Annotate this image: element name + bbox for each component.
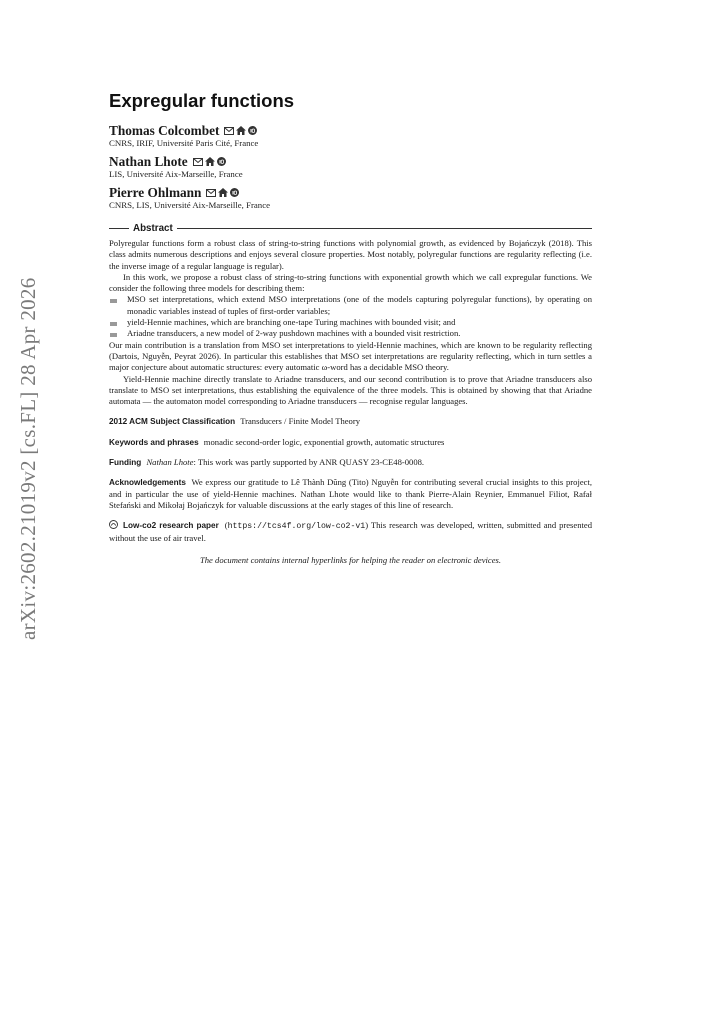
divider: [109, 228, 129, 229]
author-name: Nathan Lhote: [109, 154, 188, 169]
bullet-icon: [110, 322, 117, 326]
email-icon[interactable]: [206, 189, 216, 197]
home-icon[interactable]: [205, 157, 215, 166]
keywords: Keywords and phrases monadic second-order logic, exponential growth, automatic structures: [109, 436, 445, 447]
abstract-paragraph: Our main contribution is a translation from MSO set interpretations to yield-Hennie machines, which are known to be regularity reflecting (Dartois, Nguyễn, Peyrat 2026). In particular this establishes that MSO set interpretations are regularity reflecting, which in turn settles a major conjecture about automatic structures: every automatic ω-word has a decidable MSO theory.: [109, 339, 592, 373]
divider: [177, 228, 592, 229]
bullet-icon: [110, 299, 117, 303]
author-name: Thomas Colcombet: [109, 123, 220, 138]
paper-page: [109, 90, 592, 565]
author-block: [109, 154, 592, 180]
co2-icon: [109, 520, 118, 529]
arxiv-identifier: arXiv:2602.21019v2 [cs.FL] 28 Apr 2026: [16, 277, 40, 640]
orcid-icon[interactable]: [230, 188, 239, 197]
hyperlink-note: The document contains internal hyperlinks for helping the reader on electronic devices.: [199, 554, 502, 565]
list-item: MSO set interpretations, which extend MSO interpretations (one of the models capturing polyregular functions), by operating on monadic variables instead of tuples of first-order variables;: [109, 294, 592, 317]
author-name: Pierre Ohlmann: [109, 185, 202, 200]
orcid-icon[interactable]: [248, 126, 257, 135]
home-icon[interactable]: [218, 188, 228, 197]
abstract-paragraph: Yield-Hennie machine directly translate to Ariadne transducers, and our second contribution is to prove that Ariadne transducers also translate to MSO set interpretations, thus establishing the equivalence of the three models. This is obtained by showing that that Ariadne automata — the automaton model corresponding to Ariadne transducers — recognise regular languages.: [109, 373, 592, 407]
low-co2-link[interactable]: https://tcs4f.org/low-co2-v1: [227, 522, 366, 532]
author-affiliation: LIS, Université Aix-Marseille, France: [109, 169, 243, 179]
abstract-paragraph: In this work, we propose a robust class of string-to-string functions with exponential growth which we call expregular functions. We consider the following three models for describing them:: [109, 271, 592, 294]
bullet-icon: [110, 333, 117, 337]
author-affiliation: CNRS, IRIF, Université Paris Cité, France: [109, 138, 259, 148]
author-block: [109, 123, 592, 149]
funding: Funding Nathan Lhote: This work was partly supported by ANR QUASY 23-CE48-0008.: [109, 457, 425, 468]
list-item: yield-Hennie machines, which are branching one-tape Turing machines with bounded visit; and: [109, 317, 592, 328]
funding-name: Nathan Lhote: [146, 457, 194, 468]
low-co2-note: Low-co2 research paper (https://tcs4f.org/low-co2-v1) This research was developed, written, submitted and presented without the use of air travel.: [109, 520, 593, 543]
abstract-list: [109, 294, 592, 339]
email-icon[interactable]: [224, 127, 234, 135]
acknowledgements: Acknowledgements We express our gratitude to Lê Thành Dũng (Tito) Nguyễn for contributing several crucial insights to this project, and in particular the use of yield-Hennie machines. Nathan Lhote would like to thank Pierre-Alain Reynier, Emmanuel Filiot, Rafał Stefański and Mikołaj Bojańczyk for valuable discussions at the early stages of this line of research.: [109, 477, 592, 510]
author-affiliation: CNRS, LIS, Université Aix-Marseille, France: [109, 200, 271, 210]
list-item: Ariadne transducers, a new model of 2-way pushdown machines with a bounded visit restriction.: [109, 328, 592, 339]
acm-classification: 2012 ACM Subject Classification Transducers / Finite Model Theory: [109, 416, 361, 427]
abstract-heading: Abstract: [109, 223, 592, 234]
home-icon[interactable]: [236, 126, 246, 135]
author-block: [109, 185, 592, 211]
abstract-paragraph: Polyregular functions form a robust class of string-to-string functions with polynomial growth, as evidenced by Bojańczyk (2018). This class admits numerous descriptions and enjoys several closure properties. Most notably, polyregular functions are regularity reflecting (i.e. the inverse image of a regular language is regular).: [109, 238, 592, 271]
email-icon[interactable]: [193, 158, 203, 166]
paper-title: Expregular functions: [109, 90, 295, 111]
orcid-icon[interactable]: [217, 157, 226, 166]
